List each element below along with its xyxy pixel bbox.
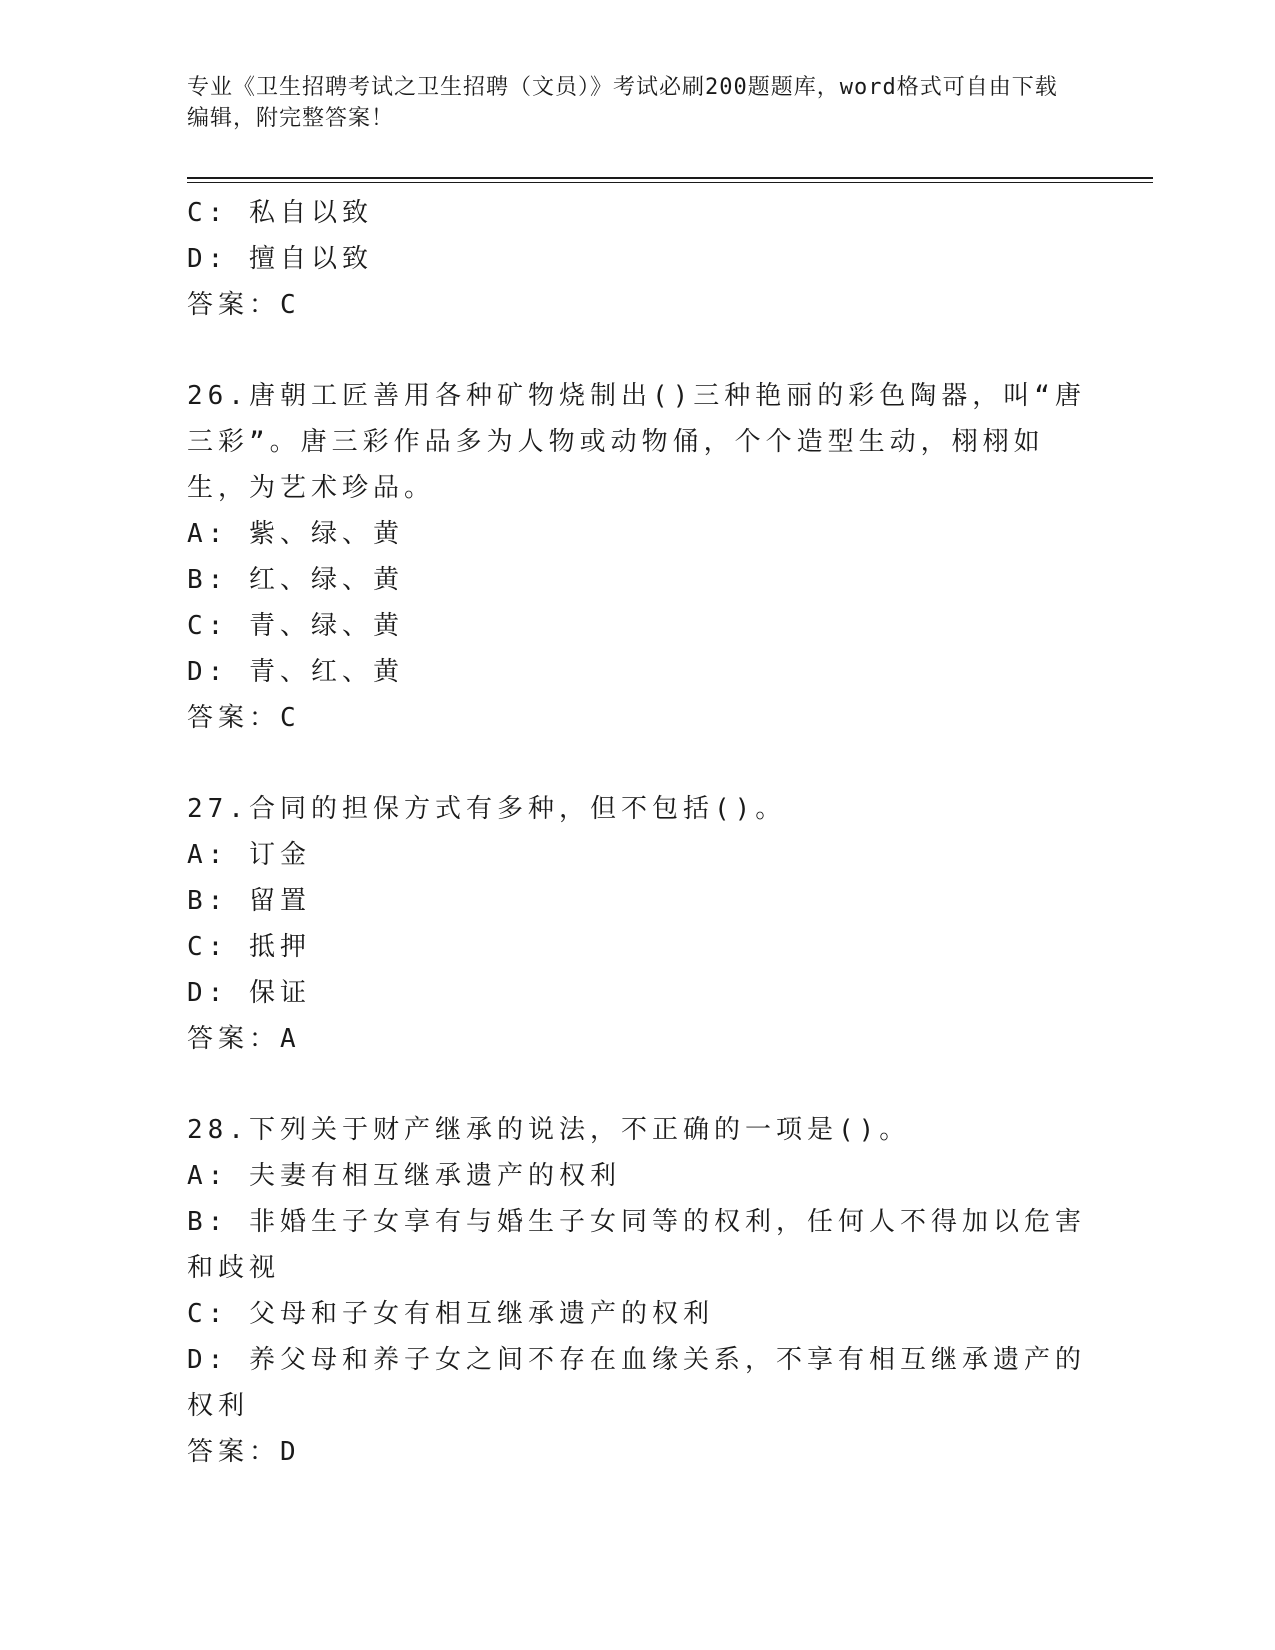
- option-b: B: 红、绿、黄: [187, 565, 404, 595]
- option-c: C: 父母和子女有相互继承遗产的权利: [187, 1299, 714, 1329]
- header-divider-thin: [187, 182, 1153, 183]
- question-27: [187, 786, 1087, 1062]
- page-header: 专业《卫生招聘考试之卫生招聘（文员）》考试必刷200题题库，word格式可自由下载编辑，附完整答案！: [187, 75, 1058, 131]
- answer: 答案：C: [187, 290, 301, 320]
- option-d: D: 保证: [187, 978, 311, 1008]
- option-c: C: 私自以致: [187, 198, 373, 228]
- question-28: [187, 1107, 1087, 1475]
- option-d: D: 青、红、黄: [187, 657, 404, 687]
- question-stem: 26.唐朝工匠善用各种矿物烧制出()三种艳丽的彩色陶器，叫“唐三彩”。唐三彩作品多为人物或动物俑，个个造型生动，栩栩如生，为艺术珍品。: [187, 381, 1086, 503]
- answer: 答案：A: [187, 1024, 301, 1054]
- question-stem: 27.合同的担保方式有多种，但不包括()。: [187, 794, 787, 824]
- option-c: C: 青、绿、黄: [187, 611, 404, 641]
- question-list: [187, 190, 1087, 1475]
- option-b: B: 非婚生子女享有与婚生子女同等的权利，任何人不得加以危害和歧视: [187, 1207, 1086, 1283]
- answer: 答案：C: [187, 703, 301, 733]
- question-25-tail: [187, 190, 1087, 328]
- option-a: A: 订金: [187, 840, 311, 870]
- answer: 答案：D: [187, 1437, 301, 1467]
- option-d: D: 养父母和养子女之间不存在血缘关系，不享有相互继承遗产的权利: [187, 1345, 1086, 1421]
- option-b: B: 留置: [187, 886, 311, 916]
- question-26: [187, 373, 1087, 741]
- option-a: A: 紫、绿、黄: [187, 519, 404, 549]
- option-a: A: 夫妻有相互继承遗产的权利: [187, 1161, 621, 1191]
- option-d: D: 擅自以致: [187, 244, 373, 274]
- option-c: C: 抵押: [187, 932, 311, 962]
- question-stem: 28.下列关于财产继承的说法，不正确的一项是()。: [187, 1115, 911, 1145]
- header-divider-thick: [187, 177, 1153, 179]
